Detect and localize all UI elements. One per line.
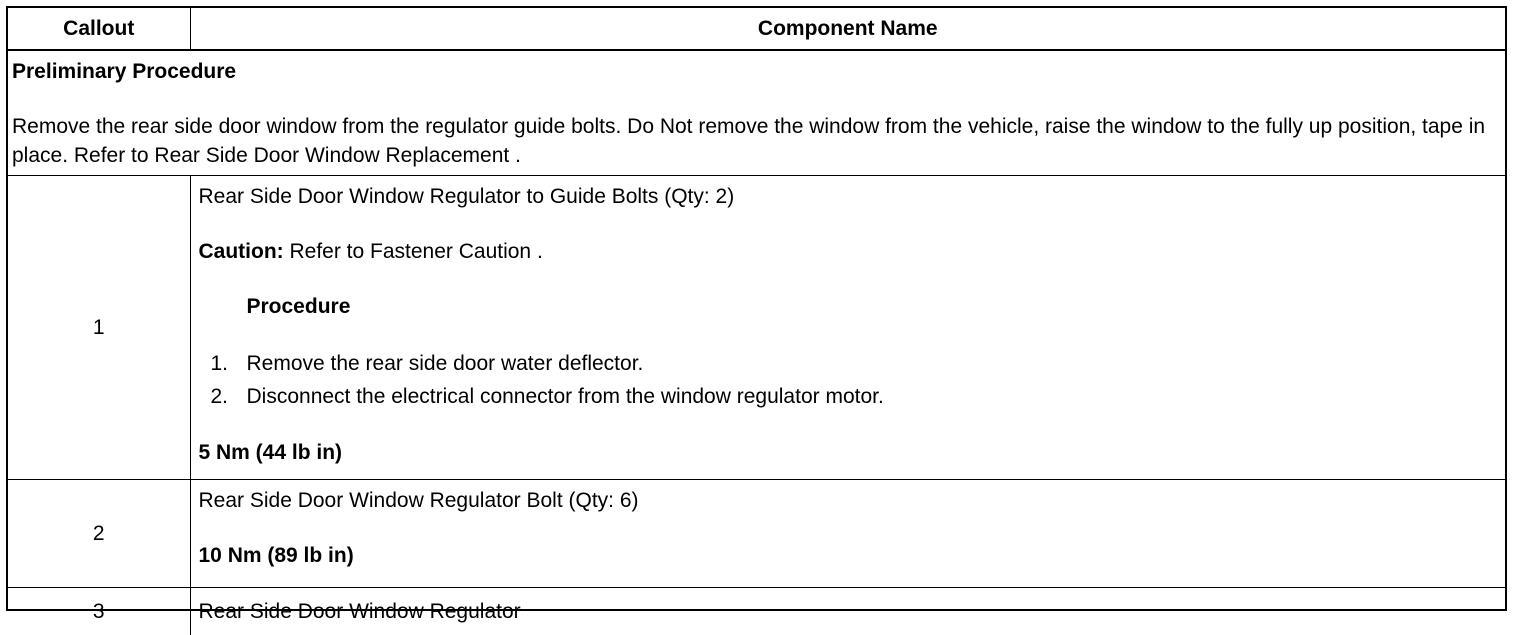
preliminary-row — [8, 50, 1505, 176]
procedure-step — [199, 347, 1498, 380]
component-name: Rear Side Door Window Regulator — [199, 597, 1498, 627]
preliminary-cell — [8, 50, 1505, 176]
component-table-frame — [6, 6, 1507, 611]
caution-text: Refer to Fastener Caution . — [284, 240, 543, 263]
table-row — [8, 176, 1505, 480]
caution-line — [199, 237, 1498, 267]
component-name: Rear Side Door Window Regulator to Guide Bolts (Qty: 2) — [199, 182, 1498, 212]
step-number: 2. — [211, 380, 241, 413]
header-row — [8, 8, 1505, 50]
component-cell — [190, 176, 1505, 480]
table-row — [8, 480, 1505, 588]
component-table — [8, 8, 1505, 635]
preliminary-text: Remove the rear side door window from the regulator guide bolts. Do Not remove the window from the vehicle, raise the window to the fully up position, tape in place. Refer to Rear Side Door Window Replacement . — [12, 112, 1505, 170]
header-callout: Callout — [8, 8, 190, 50]
step-text: Disconnect the electrical connector from the window regulator motor. — [247, 385, 884, 408]
caution-label: Caution: — [199, 240, 284, 263]
component-cell — [190, 480, 1505, 588]
table-row — [8, 588, 1505, 635]
callout-cell: 3 — [8, 588, 190, 635]
preliminary-title: Preliminary Procedure — [12, 57, 1505, 87]
component-name: Rear Side Door Window Regulator Bolt (Qty: 6) — [199, 486, 1498, 516]
procedure-steps — [199, 347, 1498, 413]
step-text: Remove the rear side door water deflector. — [247, 352, 644, 375]
procedure-step — [199, 380, 1498, 413]
torque-spec: 10 Nm (89 lb in) — [199, 541, 1498, 571]
torque-spec: 5 Nm (44 lb in) — [199, 438, 1498, 468]
component-cell — [190, 588, 1505, 635]
callout-cell: 2 — [8, 480, 190, 588]
procedure-title: Procedure — [199, 292, 1498, 322]
step-number: 1. — [211, 347, 241, 380]
callout-cell: 1 — [8, 176, 190, 480]
header-component-name: Component Name — [190, 8, 1505, 50]
